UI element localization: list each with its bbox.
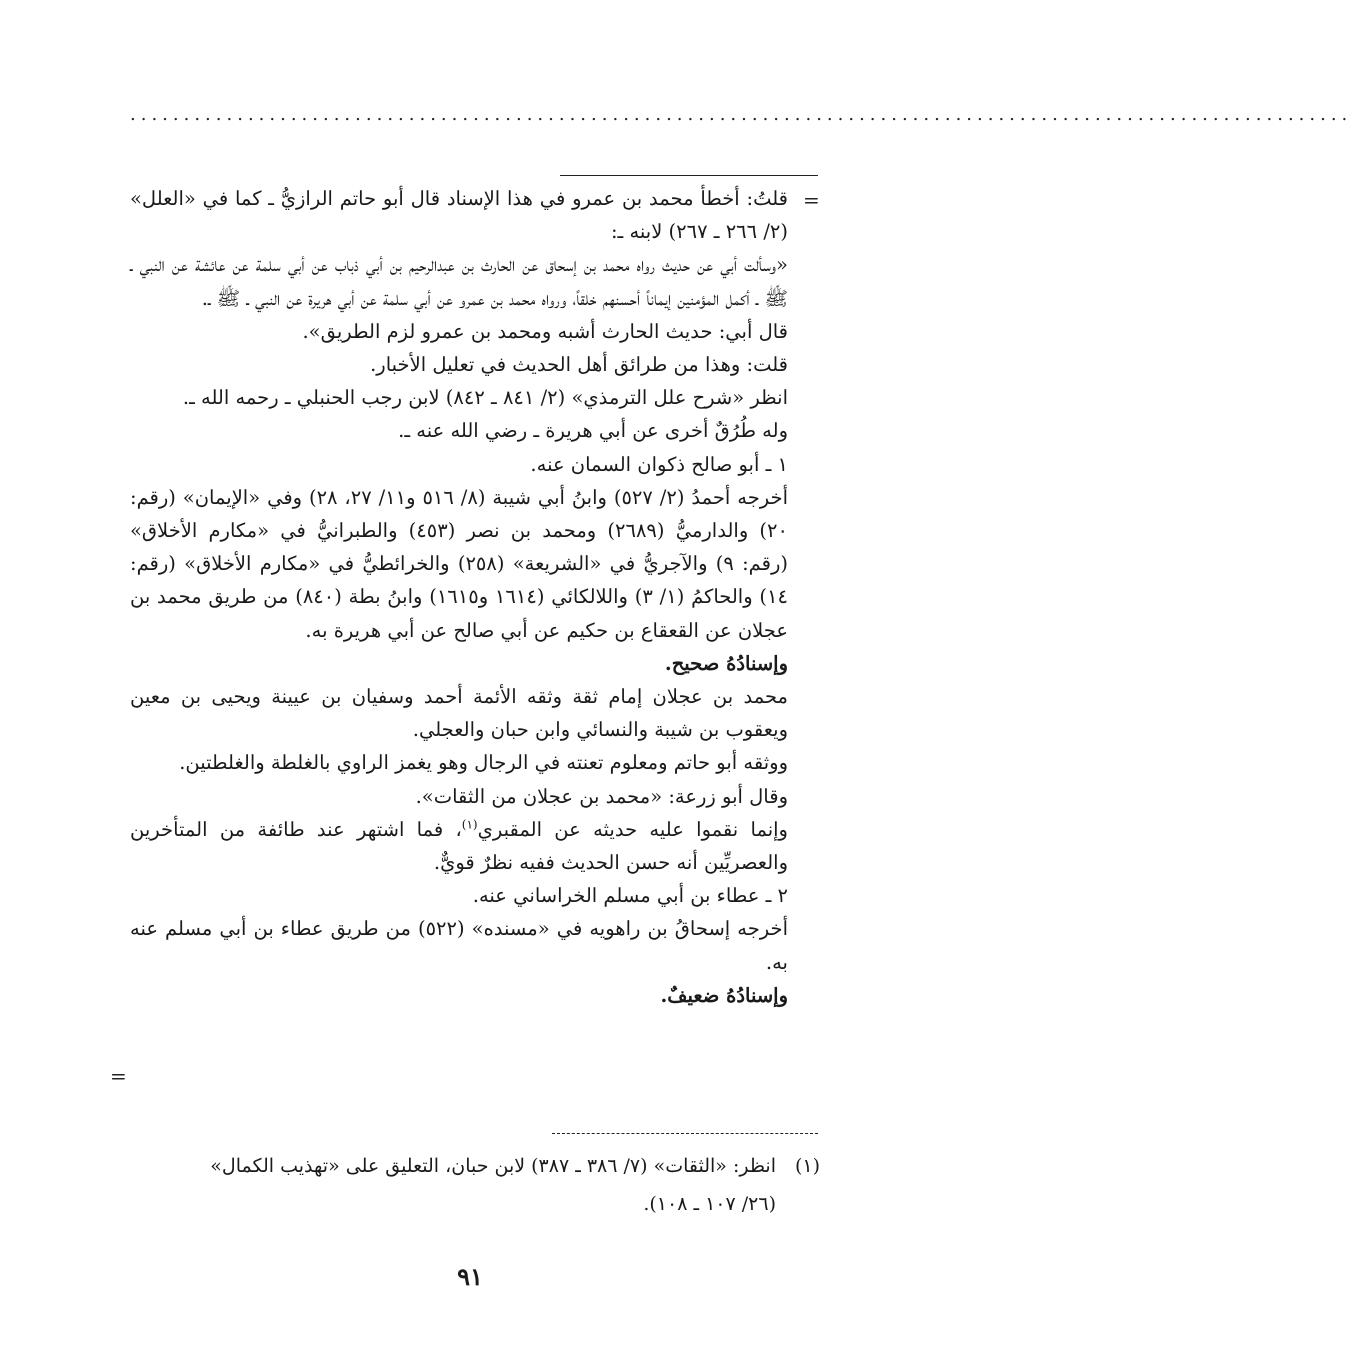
paragraph: انظر «شرح علل الترمذي» (٢/ ٨٤١ ـ ٨٤٢) لابن رجب الحنبلي ـ رحمه الله ـ.: [182, 386, 788, 410]
paragraph-text: وإنما نقموا عليه حديثه عن المقبري: [477, 817, 788, 841]
paragraph: أخرجه أحمدُ (٢/ ٥٢٧) وابنُ أبي شيبة (٨/ ٥١٦ و١١/ ٢٧، ٢٨) وفي «الإيمان» (رقم: ٢٠) والدارميُّ (٢٦٨٩) ومحمد بن نصر (٤٥٣) والطبرانيُّ في «مكارم الأخلاق» (رقم: ٩) والآجريُّ في «الشريعة» (٢٥٨) والخرائطيُّ في «مكارم الأخلاق» (رقم: ١٤) والحاكمُ (١/ ٣) واللالكائي (١٦١٤ و١٦١٥) وابنُ بطة (٨٤٠) من طريق محمد بن عجلان عن القعقاع بن حكيم عن أبي صالح عن أبي هريرة به.: [130, 485, 789, 642]
main-text: [130, 182, 788, 1012]
decorative-dotted-rule: ..................................................................................................................: [130, 104, 1352, 125]
paragraph: أخرجه إسحاقُ بن راهويه في «مسنده» (٥٢٢) من طريق عطاء بن أبي مسلم عنه به.: [130, 917, 788, 974]
paragraph: [130, 813, 788, 879]
footnote-text: انظر: «الثقات» (٧/ ٣٨٦ ـ ٣٨٧) لابن حبان، التعليق على «تهذيب الكمال»: [210, 1155, 776, 1177]
paragraph: وقال أبو زرعة: «محمد بن عجلان من الثقات».: [415, 784, 788, 808]
paragraph: ٢ ـ عطاء بن أبي مسلم الخراساني عنه.: [472, 884, 788, 908]
footnote-separator: [552, 1133, 818, 1134]
paragraph: ووثقه أبو حاتم ومعلوم تعنته في الرجال وهو يغمز الراوي بالغلطة والغلطتين.: [179, 751, 788, 775]
paragraph: قال أبي: حديث الحارث أشبه ومحمد بن عمرو لزم الطريق».: [302, 319, 788, 343]
paragraph-verdict: وإسنادُهُ صحيح.: [664, 651, 788, 675]
continuation-mark-bottom: =: [110, 1064, 127, 1088]
paragraph: «وسألت أبي عن حديث رواه محمد بن إسحاق عن الحارث بن عبدالرحيم بن أبي ذباب عن أبي سلمة عن عائشة عن النبي ـ ﷺ ـ أكمل المؤمنين إيماناً أحسنهم خلقاً، ورواه محمد بن عمرو عن أبي سلمة عن أبي هريرة عن النبي ـ ﷺ ـ.: [130, 253, 788, 310]
footnote-number: (١): [794, 1155, 820, 1177]
continuation-rule: [560, 175, 818, 176]
paragraph: قلتُ: أخطأ محمد بن عمرو في هذا الإسناد قال أبو حاتم الرازيُّ ـ كما في «العلل» (٢/ ٢٦٦ ـ ٢٦٧) لابنه ـ:: [130, 187, 788, 244]
paragraph: محمد بن عجلان إمام ثقة وثقه الأئمة أحمد وسفيان بن عيينة ويحيى بن معين ويعقوب بن شيبة والنسائي وابن حبان والعجلي.: [130, 685, 788, 742]
continuation-mark-top: =: [803, 188, 820, 212]
paragraph-text: ، فما اشتهر عند طائفة من المتأخرين والعصريِّين أنه حسن الحديث ففيه نظرٌ قويٌّ.: [130, 817, 788, 875]
footnote-line: [130, 1147, 820, 1185]
footnotes: [130, 1147, 820, 1223]
footnote-line: (٢٦/ ١٠٧ ـ ١٠٨).: [643, 1193, 776, 1215]
paragraph: ١ ـ أبو صالح ذكوان السمان عنه.: [530, 452, 788, 476]
paragraph: وله طُرُقٌ أخرى عن أبي هريرة ـ رضي الله عنه ـ.: [398, 419, 788, 443]
paragraph: قلت: وهذا من طرائق أهل الحديث في تعليل الأخبار.: [370, 353, 788, 377]
footnote-reference[interactable]: (١): [461, 817, 478, 832]
page-number: ٩١: [457, 1262, 483, 1291]
paragraph-verdict: وإسنادُهُ ضعيفٌ.: [660, 983, 788, 1007]
